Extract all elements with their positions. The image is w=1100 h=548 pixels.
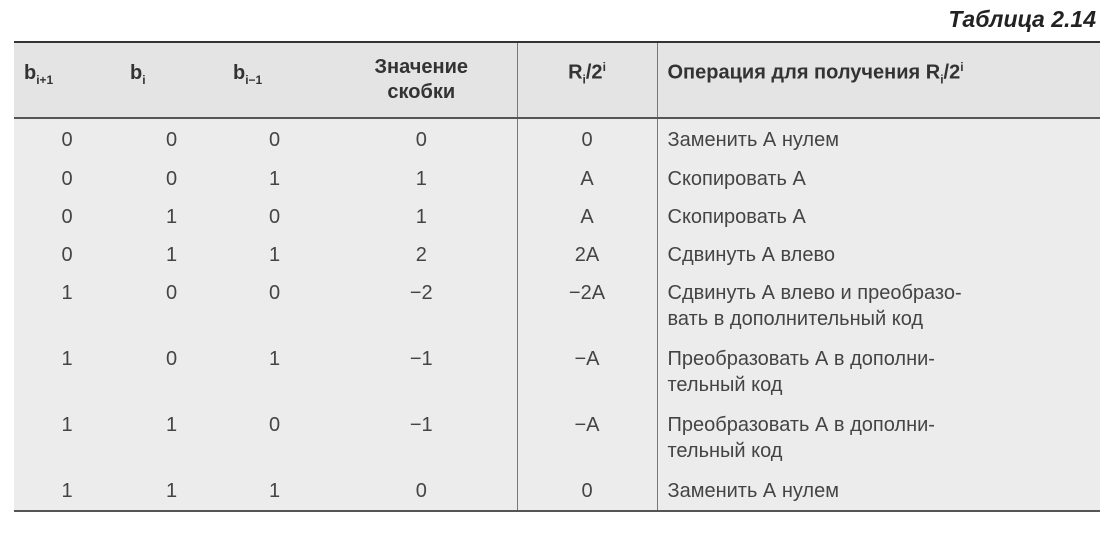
cell-operation: Скопировать А: [657, 158, 1100, 196]
cell-bracket-value: 1: [326, 196, 517, 234]
cell-b-current: 1: [120, 196, 223, 234]
cell-b-next: 0: [14, 118, 120, 158]
cell-b-next: 1: [14, 338, 120, 404]
cell-bracket-value: 1: [326, 158, 517, 196]
cell-operation: Сдвинуть А влево и преобразо- вать в дополнительный код: [657, 272, 1100, 338]
cell-operation: Преобразовать А в дополни- тельный код: [657, 404, 1100, 470]
cell-b-current: 0: [120, 158, 223, 196]
cell-b-prev: 1: [223, 158, 326, 196]
table-row: [14, 470, 1100, 511]
cell-bracket-value: −2: [326, 272, 517, 338]
table-header-row: [14, 42, 1100, 118]
cell-b-prev: 0: [223, 404, 326, 470]
cell-bracket-value: −1: [326, 338, 517, 404]
cell-b-current: 1: [120, 470, 223, 511]
cell-b-current: 0: [120, 118, 223, 158]
table-row: [14, 158, 1100, 196]
cell-ri: −A: [517, 338, 657, 404]
cell-operation: Скопировать А: [657, 196, 1100, 234]
table-row: [14, 404, 1100, 470]
header-b-prev: $b_{i-1}$: [223, 42, 326, 118]
cell-b-next: 1: [14, 404, 120, 470]
cell-ri: 0: [517, 118, 657, 158]
cell-ri: −2A: [517, 272, 657, 338]
cell-b-current: 1: [120, 234, 223, 272]
cell-operation: Преобразовать А в дополни- тельный код: [657, 338, 1100, 404]
header-bracket-value: Значение скобки: [326, 42, 517, 118]
table-row: [14, 234, 1100, 272]
table-row: [14, 272, 1100, 338]
cell-bracket-value: 0: [326, 470, 517, 511]
cell-operation: Сдвинуть А влево: [657, 234, 1100, 272]
cell-b-prev: 1: [223, 470, 326, 511]
cell-operation: Заменить А нулем: [657, 470, 1100, 511]
cell-b-next: 1: [14, 470, 120, 511]
header-ri: $R_i/2^i$: [517, 42, 657, 118]
cell-ri: 0: [517, 470, 657, 511]
cell-b-prev: 1: [223, 338, 326, 404]
cell-bracket-value: 0: [326, 118, 517, 158]
cell-b-next: 0: [14, 158, 120, 196]
cell-b-prev: 0: [223, 272, 326, 338]
cell-b-next: 1: [14, 272, 120, 338]
booth-encoding-table-container: [14, 41, 1100, 512]
cell-b-prev: 0: [223, 196, 326, 234]
cell-operation: Заменить А нулем: [657, 118, 1100, 158]
cell-b-next: 0: [14, 234, 120, 272]
cell-bracket-value: 2: [326, 234, 517, 272]
cell-ri: A: [517, 196, 657, 234]
booth-encoding-table: [14, 41, 1100, 512]
cell-b-prev: 1: [223, 234, 326, 272]
cell-b-prev: 0: [223, 118, 326, 158]
cell-b-current: 0: [120, 338, 223, 404]
cell-ri: 2A: [517, 234, 657, 272]
table-row: [14, 196, 1100, 234]
header-operation: Операция для получения $R_i/2^i$: [657, 42, 1100, 118]
cell-ri: −A: [517, 404, 657, 470]
cell-ri: A: [517, 158, 657, 196]
table-row: [14, 118, 1100, 158]
cell-b-current: 1: [120, 404, 223, 470]
header-b-current: $b_i$: [120, 42, 223, 118]
table-row: [14, 338, 1100, 404]
header-b-next: $b_{i+1}$: [14, 42, 120, 118]
cell-b-current: 0: [120, 272, 223, 338]
cell-b-next: 0: [14, 196, 120, 234]
cell-bracket-value: −1: [326, 404, 517, 470]
table-caption: Таблица 2.14: [948, 6, 1096, 32]
